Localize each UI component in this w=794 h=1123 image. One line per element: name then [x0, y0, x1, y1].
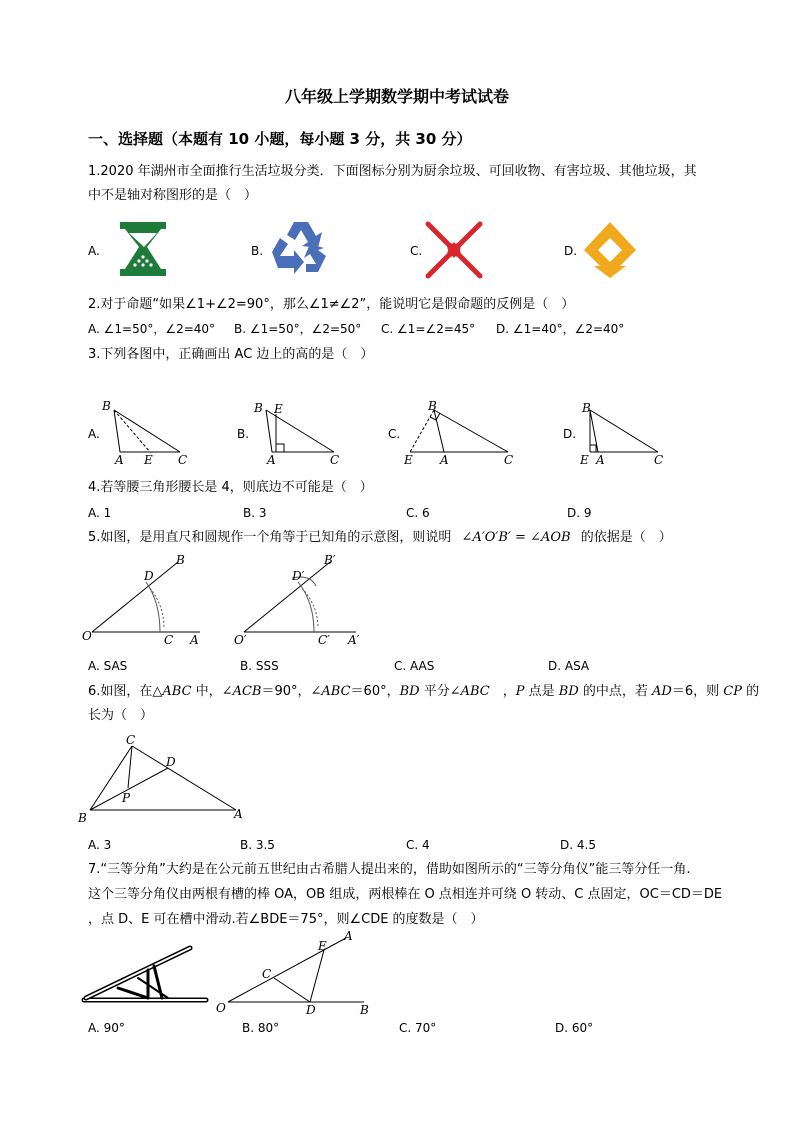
q6-math-abc-2: ∠ABC — [449, 684, 490, 699]
q3c-label-a: A — [440, 453, 449, 467]
kitchen-waste-icon — [116, 220, 172, 278]
q6-stem-line1 — [88, 684, 759, 700]
q5f2-label-a1: A′ — [348, 633, 360, 647]
q5f2-label-d1: D′ — [292, 569, 305, 583]
q6-label-b: B — [78, 811, 87, 825]
q3a-label-b: B — [102, 399, 111, 413]
q6-label-c: C — [126, 733, 136, 747]
q5-stem-after: 的依据是（ ） — [580, 530, 672, 545]
q6-text-7: 点是 — [524, 684, 559, 699]
q6-math-bd-2: BD — [558, 684, 579, 699]
q5f1-label-c: C — [164, 633, 174, 647]
q6-math-p: P — [515, 684, 525, 699]
q7-option-b[interactable]: B. 80° — [242, 1021, 280, 1035]
q7-figure-diagram — [214, 928, 374, 1020]
q3-figure-b — [252, 398, 352, 470]
q3a-label-e: E — [144, 453, 153, 467]
q6-math-bd: BD — [399, 684, 420, 699]
q3d-label-e: E — [580, 453, 589, 467]
q3d-label-b: B — [582, 401, 591, 415]
q7-option-a[interactable]: A. 90° — [88, 1021, 125, 1035]
q5-stem — [88, 530, 672, 546]
q7-stem-line1: 7.“三等分角”大约是在公元前五世纪由古希腊人提出来的，借助如图所示的“三等分角仪”能三等分任一角. — [88, 862, 691, 877]
q5-option-d[interactable]: D. ASA — [548, 659, 590, 673]
q6-math-triangle: △ABC — [152, 684, 192, 699]
q5-formula: ∠A′O′B′ = ∠AOB — [461, 530, 571, 545]
q5-option-a[interactable]: A. SAS — [88, 659, 128, 673]
q1-stem-line2: 中不是轴对称图形的是（ ） — [88, 188, 258, 203]
trisector-instrument-image — [78, 940, 212, 1010]
q2-option-b[interactable]: B. ∠1=50°，∠2=50° — [234, 322, 362, 336]
q6-text-4: ＝60°， — [350, 684, 400, 699]
q6-option-c[interactable]: C. 4 — [406, 838, 430, 852]
q1-option-b[interactable]: B. — [251, 244, 264, 258]
q5f1-label-o: O — [82, 629, 92, 643]
q3-option-d[interactable]: D. — [563, 427, 577, 441]
q3b-label-c: C — [330, 453, 340, 467]
q5f2-label-o1: O′ — [234, 633, 247, 647]
q7-label-b: B — [360, 1003, 369, 1017]
q4-option-b[interactable]: B. 3 — [243, 506, 267, 520]
q3-figure-a — [100, 398, 200, 470]
q4-stem: 4.若等腰三角形腰长是 4，则底边不可能是（ ） — [88, 480, 373, 495]
q3-figure-d — [576, 398, 676, 470]
q5f2-label-c1: C′ — [318, 633, 330, 647]
q7-option-c[interactable]: C. 70° — [399, 1021, 437, 1035]
q5f1-label-a: A — [190, 633, 199, 647]
q2-option-a[interactable]: A. ∠1=50°，∠2=40° — [88, 322, 216, 336]
q5-option-c[interactable]: C. AAS — [394, 659, 435, 673]
q3b-label-e: E — [274, 402, 283, 416]
q6-label-p: P — [122, 791, 131, 805]
q1-stem-line1: 1.2020 年湖州市全面推行生活垃圾分类．下面图标分别为厨余垃圾、可回收物、有害垃圾、其他垃圾，其 — [88, 164, 697, 179]
q3-option-b[interactable]: B. — [237, 427, 250, 441]
q4-option-d[interactable]: D. 9 — [567, 506, 592, 520]
q3-figure-c — [400, 398, 520, 470]
q3-option-c[interactable]: C. — [388, 427, 401, 441]
q7-option-d[interactable]: D. 60° — [555, 1021, 594, 1035]
other-waste-icon — [582, 220, 638, 280]
q4-option-a[interactable]: A. 1 — [88, 506, 112, 520]
q4-option-c[interactable]: C. 6 — [406, 506, 430, 520]
q6-math-cp: CP — [723, 684, 742, 699]
q6-label-d: D — [166, 755, 176, 769]
q6-text-6: ， — [489, 684, 516, 699]
q5-figure-copied-angle — [232, 552, 372, 648]
q5f1-label-d: D — [144, 569, 154, 583]
q3-option-a[interactable]: A. — [88, 427, 100, 441]
q1-option-a[interactable]: A. — [88, 244, 100, 258]
q3c-label-e: E — [404, 453, 413, 467]
q7-stem-line2: 这个三等分角仪由两根有槽的棒 OA，OB 组成，两根棒在 O 点相连并可绕 O 转动、C 点固定，OC＝CD＝DE — [88, 887, 723, 902]
q3d-label-a: A — [596, 453, 605, 467]
q5-stem-before: 5.如图，是用直尺和圆规作一个角等于已知角的示意图，则说明 — [88, 530, 452, 545]
q7-label-c: C — [262, 967, 272, 981]
q6-option-a[interactable]: A. 3 — [88, 838, 112, 852]
q7-label-e: E — [318, 939, 327, 953]
q3c-label-c: C — [504, 453, 514, 467]
q3c-label-b: B — [428, 399, 437, 413]
q5f2-label-b1: B′ — [324, 553, 336, 567]
q7-stem-line3: ，点 D、E 可在槽中滑动.若∠BDE＝75°，则∠CDE 的度数是（ ） — [88, 912, 484, 927]
q3d-label-c: C — [654, 453, 664, 467]
q3b-label-b: B — [254, 401, 263, 415]
q6-math-acb: ∠ACB — [221, 684, 262, 699]
q3-stem: 3.下列各图中，正确画出 AC 边上的高的是（ ） — [88, 347, 374, 362]
section-heading: 一、选择题（本题有 10 小题，每小题 3 分，共 30 分） — [88, 130, 472, 148]
q3a-label-a: A — [115, 453, 124, 467]
q6-text-5: 平分 — [419, 684, 450, 699]
q7-label-d: D — [306, 1003, 316, 1017]
q6-math-ad: AD — [652, 684, 672, 699]
q1-option-d[interactable]: D. — [564, 244, 578, 258]
q6-figure-triangle — [76, 730, 256, 826]
q6-text-8: 的中点，若 — [578, 684, 653, 699]
q6-math-abc: ∠ABC — [310, 684, 351, 699]
q6-text-3: ＝90°， — [261, 684, 311, 699]
q6-option-b[interactable]: B. 3.5 — [240, 838, 275, 852]
q6-text-2: 中， — [191, 684, 222, 699]
recycle-icon — [266, 218, 330, 278]
q2-option-d[interactable]: D. ∠1=40°，∠2=40° — [496, 322, 625, 336]
q6-option-d[interactable]: D. 4.5 — [560, 838, 596, 852]
page-title: 八年级上学期数学期中考试试卷 — [284, 87, 509, 106]
q6-text-9: ＝6，则 — [671, 684, 724, 699]
q5-option-b[interactable]: B. SSS — [240, 659, 279, 673]
q6-text-1: 6.如图，在 — [88, 684, 153, 699]
q1-option-c[interactable]: C. — [410, 244, 423, 258]
hazardous-waste-icon — [424, 220, 484, 280]
q3b-label-a: A — [267, 453, 276, 467]
q6-text-10: 的 — [741, 684, 760, 699]
q2-option-c[interactable]: C. ∠1=∠2=45° — [381, 322, 476, 336]
q3a-label-c: C — [178, 453, 188, 467]
q7-label-a: A — [344, 929, 353, 943]
q5-figure-original-angle — [80, 552, 210, 648]
q6-label-a: A — [234, 807, 243, 821]
q6-stem-line2: 长为（ ） — [88, 708, 154, 723]
q5f1-label-b: B — [176, 553, 185, 567]
q2-stem: 2.对于命题“如果∠1+∠2=90°，那么∠1≠∠2”，能说明它是假命题的反例是（ ） — [88, 297, 575, 312]
q7-label-o: O — [216, 1001, 226, 1015]
